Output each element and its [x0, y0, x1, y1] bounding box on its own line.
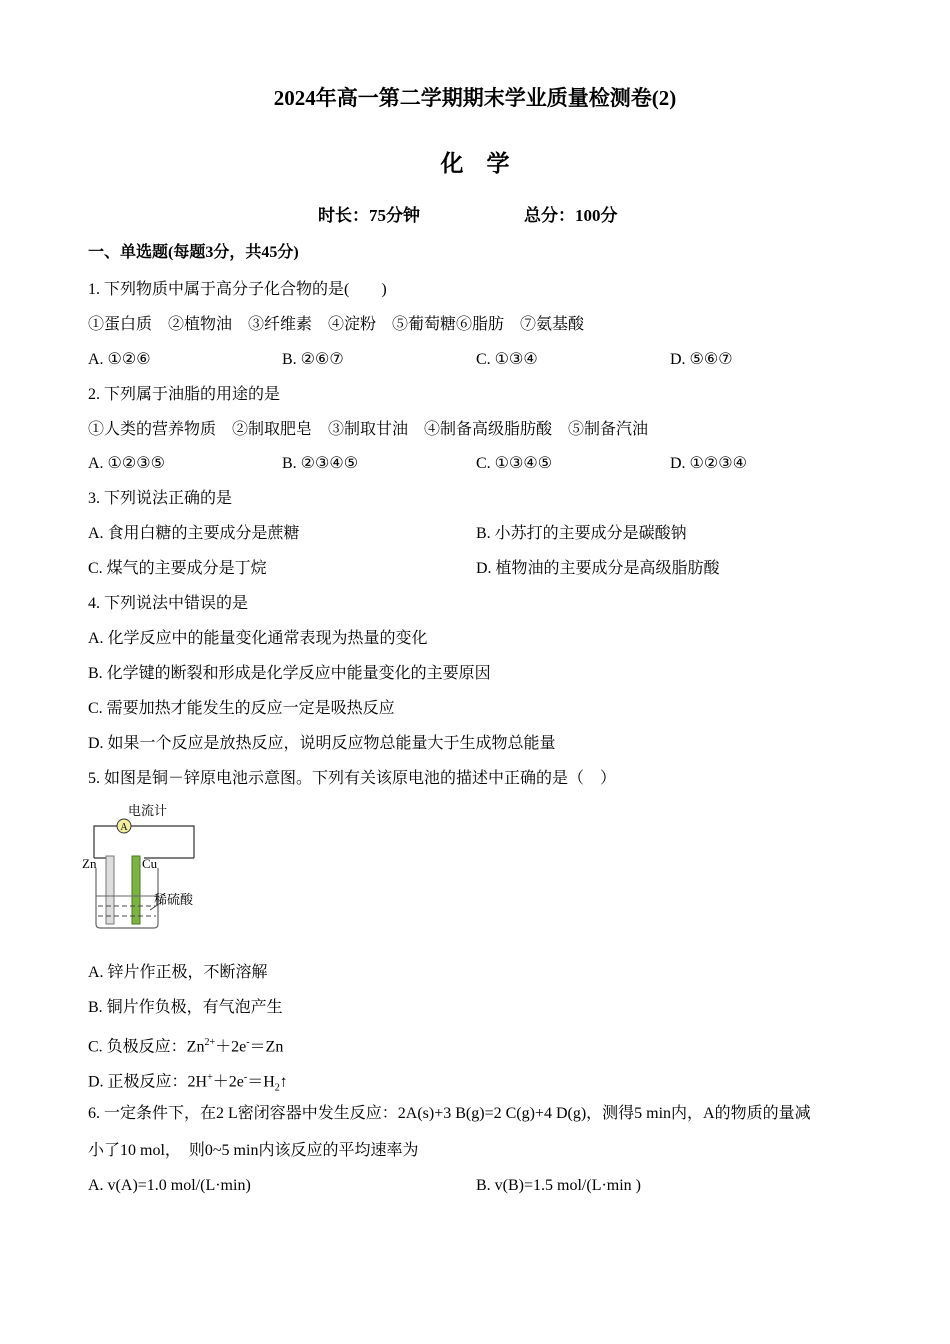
q5-option-c	[88, 1033, 283, 1057]
galvanic-cell-diagram	[84, 798, 214, 933]
superscript: +	[207, 1072, 213, 1083]
q6-stem-line2: 小了10 mol， 则0~5 min内该反应的平均速率为	[88, 1142, 419, 1159]
q1-items: ①蛋白质 ②植物油 ③纤维素 ④淀粉 ⑤葡萄糖⑥脂肪 ⑦氨基酸	[88, 316, 585, 333]
q3-option-a: A. 食用白糖的主要成分是蔗糖	[88, 525, 300, 542]
text: ＝Zn	[249, 1038, 284, 1056]
ammeter-symbol: A	[120, 822, 128, 833]
q2-stem: 2. 下列属于油脂的用途的是	[88, 386, 281, 403]
cu-label: Cu	[142, 856, 158, 871]
q3-option-b: B. 小苏打的主要成分是碳酸钠	[476, 525, 687, 542]
ammeter-label: 电流计	[128, 803, 168, 818]
superscript: 2+	[204, 1037, 216, 1048]
duration: 时长：75分钟	[318, 206, 420, 225]
q2-option-a: A. ①②③⑤	[88, 455, 165, 472]
text: C. 负极反应：Zn	[88, 1038, 205, 1056]
q4-stem: 4. 下列说法中错误的是	[88, 595, 249, 612]
q2-items: ①人类的营养物质 ②制取肥皂 ③制取甘油 ④制备高级脂肪酸 ⑤制备汽油	[88, 421, 649, 438]
q6-stem-line1: 6. 一定条件下，在2 L密闭容器中发生反应：2A(s)+3 B(g)=2 C(g)+4 D(g)，测得5 min内，A的物质的量减	[88, 1105, 811, 1122]
zinc-plate	[106, 856, 114, 924]
q4-option-c: C. 需要加热才能发生的反应一定是吸热反应	[88, 700, 395, 717]
q2-option-d: D. ①②③④	[670, 455, 747, 472]
q5-option-d	[88, 1068, 288, 1099]
text: ＋2e	[212, 1073, 244, 1091]
acid-label: 稀硫酸	[154, 892, 194, 907]
q2-option-c: C. ①③④⑤	[476, 455, 553, 472]
q3-option-c: C. 煤气的主要成分是丁烷	[88, 560, 267, 577]
q1-option-b: B. ②⑥⑦	[282, 351, 344, 368]
q5-option-a: A. 锌片作正极，不断溶解	[88, 964, 268, 981]
copper-plate	[132, 856, 140, 924]
exam-title: 2024年高一第二学期期末学业质量检测卷(2)	[273, 86, 677, 110]
q1-option-a: A. ①②⑥	[88, 351, 151, 368]
subscript: 2	[274, 1082, 280, 1094]
q4-option-a: A. 化学反应中的能量变化通常表现为热量的变化	[88, 630, 428, 647]
q1-stem: 1. 下列物质中属于高分子化合物的是( )	[88, 281, 387, 298]
superscript: -	[246, 1037, 250, 1048]
subject-title: 化 学	[440, 151, 510, 176]
q3-stem: 3. 下列说法正确的是	[88, 490, 233, 507]
text: ＋2e	[215, 1038, 247, 1056]
section-heading: 一、单选题(每题3分，共45分)	[88, 244, 299, 261]
q2-option-b: B. ②③④⑤	[282, 455, 359, 472]
q6-option-a: A. v(A)=1.0 mol/(L·min)	[88, 1177, 251, 1194]
q5-option-b: B. 铜片作负极，有气泡产生	[88, 999, 283, 1016]
zn-label: Zn	[82, 856, 97, 871]
q1-option-d: D. ⑤⑥⑦	[670, 351, 733, 368]
text: ＝H	[247, 1073, 275, 1091]
q4-option-d: D. 如果一个反应是放热反应，说明反应物总能量大于生成物总能量	[88, 735, 556, 752]
q5-stem: 5. 如图是铜－锌原电池示意图。下列有关该原电池的描述中正确的是（ ）	[88, 770, 617, 787]
total-score: 总分：100分	[524, 206, 618, 225]
superscript: -	[243, 1072, 248, 1083]
q6-option-b: B. v(B)=1.5 mol/(L·min )	[476, 1177, 642, 1194]
q1-option-c: C. ①③④	[476, 351, 538, 368]
q4-option-b: B. 化学键的断裂和形成是化学反应中能量变化的主要原因	[88, 665, 491, 682]
text: D. 正极反应：2H	[88, 1073, 208, 1091]
q3-option-d: D. 植物油的主要成分是高级脂肪酸	[476, 560, 720, 577]
text: ↑	[279, 1073, 288, 1091]
